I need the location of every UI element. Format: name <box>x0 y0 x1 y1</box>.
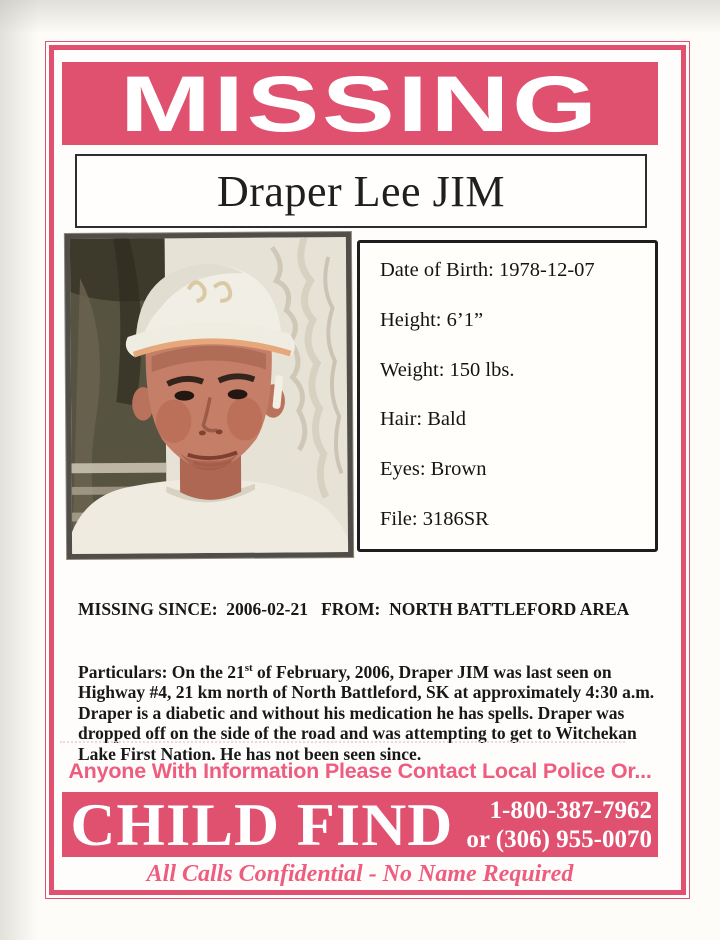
detail-weight: Weight: 150 lbs. <box>380 358 515 381</box>
portrait-illustration <box>70 237 348 554</box>
missing-since-line: MISSING SINCE: 2006-02-21 FROM: NORTH BATTLEFORD AREA <box>78 599 630 619</box>
name-title-box <box>75 154 647 228</box>
detail-hair: Hair: Bald <box>380 408 466 431</box>
missing-person-photo <box>65 232 353 559</box>
ordinal-superscript: st <box>244 661 253 674</box>
phone-numbers <box>466 796 658 854</box>
detail-eyes: Eyes: Brown <box>380 458 487 481</box>
detail-file-number: File: 3186SR <box>380 507 489 530</box>
particulars-text-rest: of February, 2006, Draper JIM was last seen on Highway #4, 21 km north of North Battleford, SK at approximately 4:30 a.m. Draper is a diabetic and without his medication he has spells. Draper was dropped off on the side of the road and was attempting to get to Witchekan Lake First Nation. He has not been seen since. <box>78 661 655 764</box>
confidential-notice: All Calls Confidential - No Name Required <box>146 861 574 887</box>
details-box <box>357 240 658 552</box>
separator-line <box>60 741 625 743</box>
contact-instruction-line: Anyone With Information Please Contact Local Police Or... <box>68 759 652 783</box>
phone-tollfree: 1-800-387-7962 <box>489 796 652 824</box>
scan-shadow-top <box>0 0 720 34</box>
detail-date-of-birth: Date of Birth: 1978-12-07 <box>380 259 595 281</box>
detail-height: Height: 6’1” <box>380 308 484 331</box>
scan-shadow-left <box>0 0 38 940</box>
child-find-banner <box>62 792 658 857</box>
missing-banner <box>62 62 658 145</box>
particulars-paragraph <box>78 662 656 765</box>
particulars-text-start: Particulars: On the 21 <box>78 661 245 682</box>
phone-local: or (306) 955-0070 <box>466 825 652 853</box>
organization-name: CHILD FIND <box>70 792 454 857</box>
missing-banner-text: MISSING <box>120 62 600 145</box>
missing-person-name: Draper Lee JIM <box>217 166 505 216</box>
